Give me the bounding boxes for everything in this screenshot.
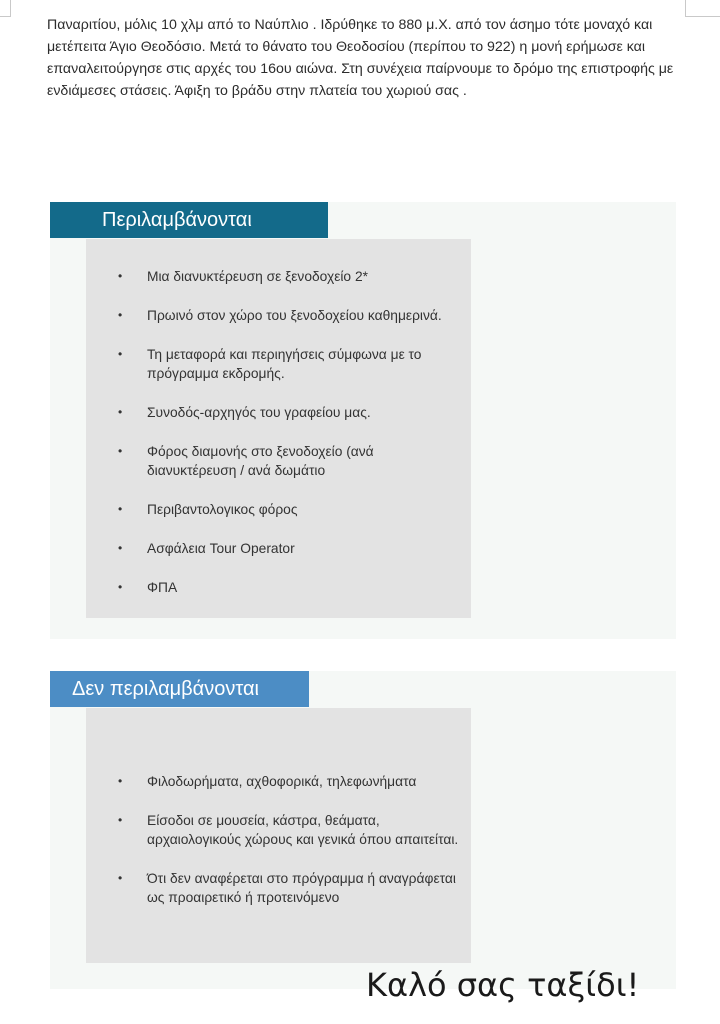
list-item-text: Μια διανυκτέρευση σε ξενοδοχείο 2* xyxy=(147,269,368,284)
bullet-icon: • xyxy=(118,580,123,594)
list-item-text: ΦΠΑ xyxy=(147,580,178,595)
list-item-text: Τη μεταφορά και περιηγήσεις σύμφωνα με το πρόγραμμα εκδρομής. xyxy=(147,347,422,381)
bullet-icon: • xyxy=(118,502,123,516)
list-item xyxy=(86,578,471,597)
list-item-text: Ότι δεν αναφέρεται στο πρόγραμμα ή αναγράφεται ως προαιρετικό ή προτεινόμενο xyxy=(147,871,456,905)
list-item xyxy=(86,345,471,383)
list-item xyxy=(86,267,471,286)
list-item-text: Συνοδός-αρχηγός του γραφείου μας. xyxy=(147,405,371,420)
bullet-icon: • xyxy=(118,405,123,419)
list-item-text: Περιβαντολογικος φόρος xyxy=(147,502,298,517)
list-item xyxy=(86,539,471,558)
list-item-text: Φιλοδωρήματα, αχθοφορικά, τηλεφωνήματα xyxy=(147,774,417,789)
excluded-section xyxy=(50,671,676,989)
list-item xyxy=(86,869,471,907)
list-item-text: Φόρος διαμονής στο ξενοδοχείο (ανά διανυκτέρευση / ανά δωμάτιο xyxy=(147,444,374,478)
bullet-icon: • xyxy=(118,813,123,827)
list-item xyxy=(86,403,471,422)
included-list-box xyxy=(86,239,471,618)
list-item-text: Ασφάλεια Tour Operator xyxy=(147,541,295,556)
list-item xyxy=(86,500,471,519)
list-item-text: Είσοδοι σε μουσεία, κάστρα, θεάματα, αρχαιολογικούς χώρους και γενικά όπου απαιτείται. xyxy=(147,813,459,847)
bullet-icon: • xyxy=(118,444,123,458)
farewell-text: Καλό σας ταξίδι! xyxy=(366,966,640,1004)
bullet-icon: • xyxy=(118,871,123,885)
list-item xyxy=(86,811,471,849)
intro-paragraph: Παναριτίου, μόλις 10 χλμ από το Ναύπλιο . Ιδρύθηκε το 880 μ.Χ. από τον άσημο τότε μοναχό και μετέπειτα Άγιο Θεοδόσιο. Μετά το θάνατο του Θεοδοσίου (περίπου το 922) η μονή ερήμωσε και επαναλειτούργησε στις αρχές του 16ου αιώνα. Στη συνέχεια παίρνουμε το δρόμο της επιστροφής με ενδιάμεσες στάσεις. Άφιξη το βράδυ στην πλατεία του χωριού σας . xyxy=(47,17,674,99)
excluded-list-box xyxy=(86,708,471,963)
list-item xyxy=(86,772,471,791)
excluded-list xyxy=(86,708,471,907)
bullet-icon: • xyxy=(118,269,123,283)
included-section xyxy=(50,202,676,639)
list-item xyxy=(86,442,471,480)
page-corner-mark-right xyxy=(685,0,720,17)
list-item-text: Πρωινό στον χώρο του ξενοδοχείου καθημερινά. xyxy=(147,308,442,323)
included-list xyxy=(86,239,471,597)
bullet-icon: • xyxy=(118,308,123,322)
bullet-icon: • xyxy=(118,541,123,555)
included-section-title: Περιλαμβάνονται xyxy=(50,202,328,238)
bullet-icon: • xyxy=(118,347,123,361)
excluded-section-title: Δεν περιλαμβάνονται xyxy=(50,671,309,707)
list-item xyxy=(86,306,471,325)
bullet-icon: • xyxy=(118,774,123,788)
page-corner-mark-left xyxy=(0,0,11,17)
